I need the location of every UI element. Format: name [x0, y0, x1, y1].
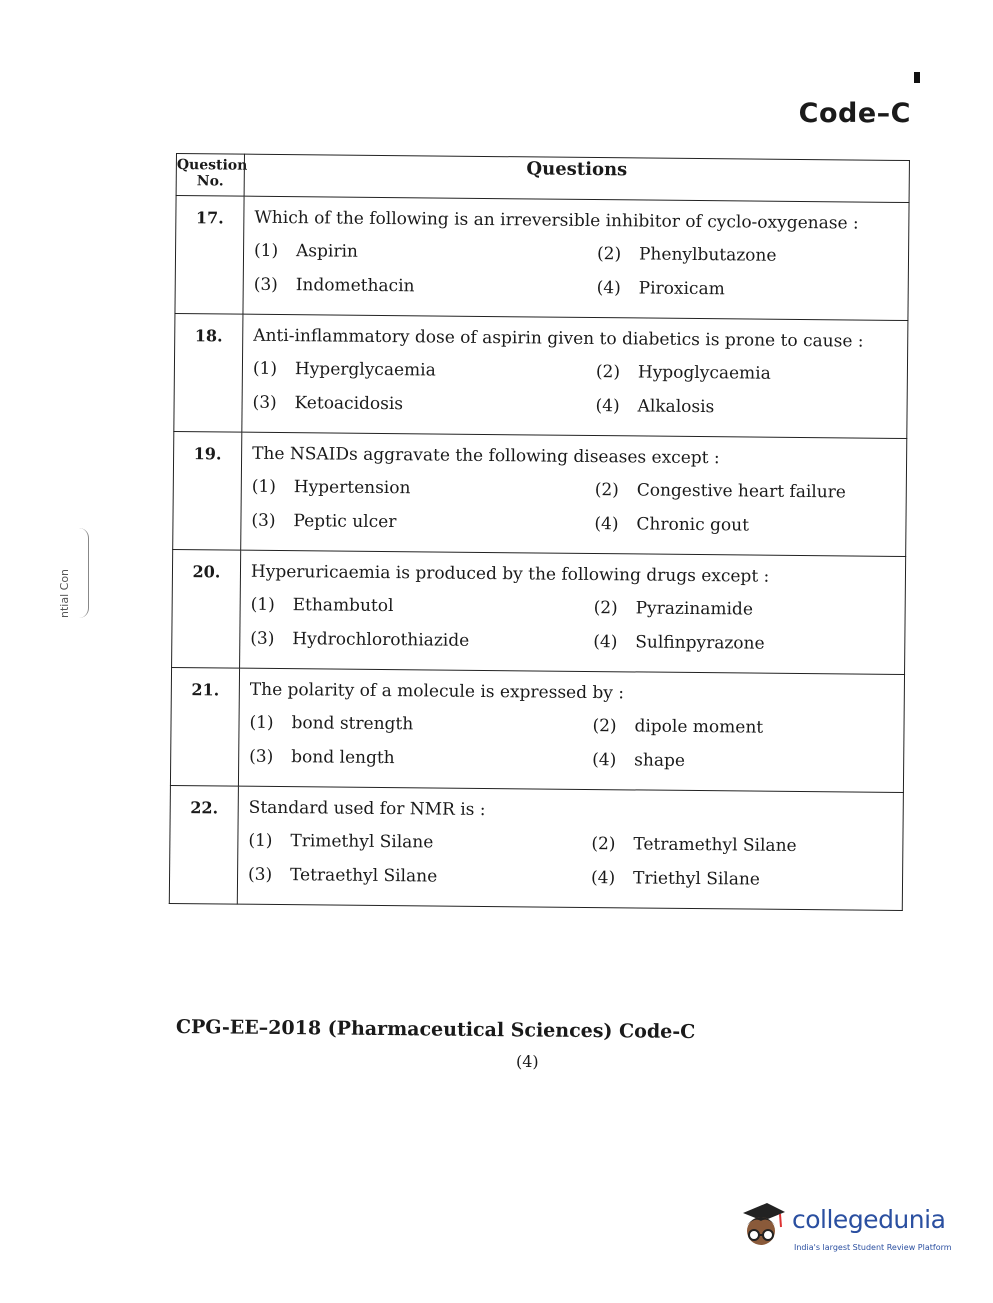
answer-option	[253, 393, 556, 416]
option-number: (4)	[596, 278, 621, 299]
option-number: (2)	[594, 480, 619, 501]
option-text: bond length	[291, 747, 395, 769]
answer-option	[595, 480, 898, 503]
brand-tagline: India's largest Student Review Platform	[794, 1243, 952, 1252]
option-text: Hypoglycaemia	[637, 362, 771, 384]
option-text: Chronic gout	[636, 514, 750, 536]
option-number: (1)	[251, 476, 276, 497]
option-number: (4)	[593, 632, 618, 653]
option-number: (2)	[593, 598, 618, 619]
answer-option	[253, 359, 556, 382]
option-list	[248, 831, 894, 891]
option-text: Aspirin	[295, 241, 359, 262]
option-number: (3)	[247, 864, 273, 885]
graduate-mascot-icon	[737, 1199, 787, 1253]
option-text: Piroxicam	[638, 278, 725, 300]
answer-option	[594, 598, 897, 621]
option-text: Hydrochlorothiazide	[292, 629, 470, 651]
answer-option	[596, 362, 899, 385]
option-text: bond strength	[291, 713, 414, 735]
answer-option	[254, 275, 557, 298]
question-cell	[237, 786, 903, 910]
question-text: The NSAIDs aggravate the following diseases except :	[252, 443, 720, 469]
question-row	[174, 313, 908, 438]
question-number: 19.	[173, 431, 242, 550]
option-text: Phenylbutazone	[638, 244, 777, 266]
option-text: Indomethacin	[295, 275, 415, 297]
header-question-no: Question No.	[176, 154, 244, 197]
option-number: (2)	[592, 716, 617, 737]
question-cell	[242, 314, 908, 438]
question-text: The polarity of a molecule is expressed by :	[249, 679, 625, 704]
question-number: 21.	[170, 667, 239, 786]
question-cell	[238, 668, 904, 792]
option-text: Pyrazinamide	[635, 598, 754, 620]
option-text: Peptic ulcer	[293, 511, 397, 533]
answer-option	[591, 834, 894, 857]
option-number: (1)	[249, 712, 274, 733]
option-text: dipole moment	[634, 716, 764, 738]
answer-option	[249, 713, 552, 736]
option-number: (3)	[251, 510, 276, 531]
question-cell	[240, 550, 906, 674]
option-text: Tetraethyl Silane	[289, 865, 438, 887]
brand-name: collegedunia	[792, 1205, 946, 1234]
answer-option	[248, 831, 551, 854]
answer-option	[597, 244, 900, 267]
table-header-row	[176, 154, 909, 203]
option-text: Trimethyl Silane	[290, 831, 434, 853]
option-number: (4)	[592, 750, 617, 771]
question-cell	[243, 196, 909, 320]
option-list	[251, 477, 897, 537]
answer-option	[249, 747, 552, 770]
answer-option	[592, 716, 895, 739]
option-list	[254, 241, 900, 301]
question-number: 17.	[175, 196, 244, 315]
question-text: Hyperuricaemia is produced by the following drugs except :	[250, 561, 770, 587]
answer-option	[594, 514, 897, 537]
option-number: (4)	[590, 868, 616, 889]
option-list	[249, 713, 895, 773]
option-number: (3)	[252, 392, 277, 413]
option-text: Alkalosis	[637, 396, 715, 418]
option-number: (3)	[253, 274, 278, 295]
question-text: Standard used for NMR is :	[248, 797, 486, 821]
side-stamp: ntial Con	[58, 528, 89, 618]
corner-mark	[914, 72, 920, 83]
question-table	[169, 153, 910, 911]
page-number: (4)	[516, 1052, 539, 1071]
question-number: 22.	[169, 785, 238, 904]
question-row	[169, 785, 903, 910]
question-number: 18.	[174, 313, 243, 432]
question-row	[170, 667, 904, 792]
option-number: (2)	[591, 834, 616, 855]
option-number: (4)	[594, 514, 619, 535]
option-number: (1)	[248, 830, 273, 851]
option-number: (1)	[253, 240, 279, 261]
footer-title: CPG-EE–2018 (Pharmaceutical Sciences) Code-C	[175, 1016, 696, 1043]
option-number: (1)	[250, 594, 275, 615]
question-row	[172, 549, 906, 674]
option-text: Congestive heart failure	[636, 480, 847, 503]
answer-option	[251, 595, 554, 618]
answer-option	[252, 477, 555, 500]
option-text: Ethambutol	[292, 595, 394, 617]
question-sheet	[169, 153, 910, 911]
answer-option	[597, 278, 900, 301]
question-number: 20.	[172, 549, 241, 668]
option-number: (3)	[249, 746, 274, 767]
header-questions: Questions	[244, 154, 909, 202]
question-text: Anti-inflammatory dose of aspirin given to diabetics is prone to cause :	[253, 325, 864, 352]
paper-code: Code–C	[798, 98, 911, 129]
answer-option	[254, 241, 557, 264]
answer-option	[251, 511, 554, 534]
question-cell	[241, 432, 907, 556]
answer-option	[593, 632, 896, 655]
option-number: (2)	[595, 362, 621, 383]
option-number: (2)	[596, 244, 622, 265]
option-text: Hypertension	[293, 477, 411, 499]
collegedunia-logo	[737, 1195, 967, 1265]
option-number: (3)	[250, 628, 275, 649]
answer-option	[591, 868, 894, 891]
option-text: Tetramethyl Silane	[633, 834, 797, 856]
answer-option	[595, 396, 898, 419]
option-text: Hyperglycaemia	[294, 359, 436, 381]
answer-option	[592, 750, 895, 773]
option-text: Ketoacidosis	[294, 393, 404, 415]
answer-option	[250, 629, 553, 652]
question-row	[173, 431, 907, 556]
question-row	[175, 196, 909, 321]
option-text: Sulfinpyrazone	[635, 632, 765, 654]
option-number: (1)	[252, 358, 278, 379]
option-list	[253, 359, 899, 419]
option-list	[250, 595, 896, 655]
option-text: Triethyl Silane	[632, 868, 761, 890]
answer-option	[248, 865, 551, 888]
option-text: shape	[634, 750, 686, 771]
option-number: (4)	[595, 396, 620, 417]
question-text: Which of the following is an irreversible inhibitor of cyclo-oxygenase :	[254, 207, 859, 234]
